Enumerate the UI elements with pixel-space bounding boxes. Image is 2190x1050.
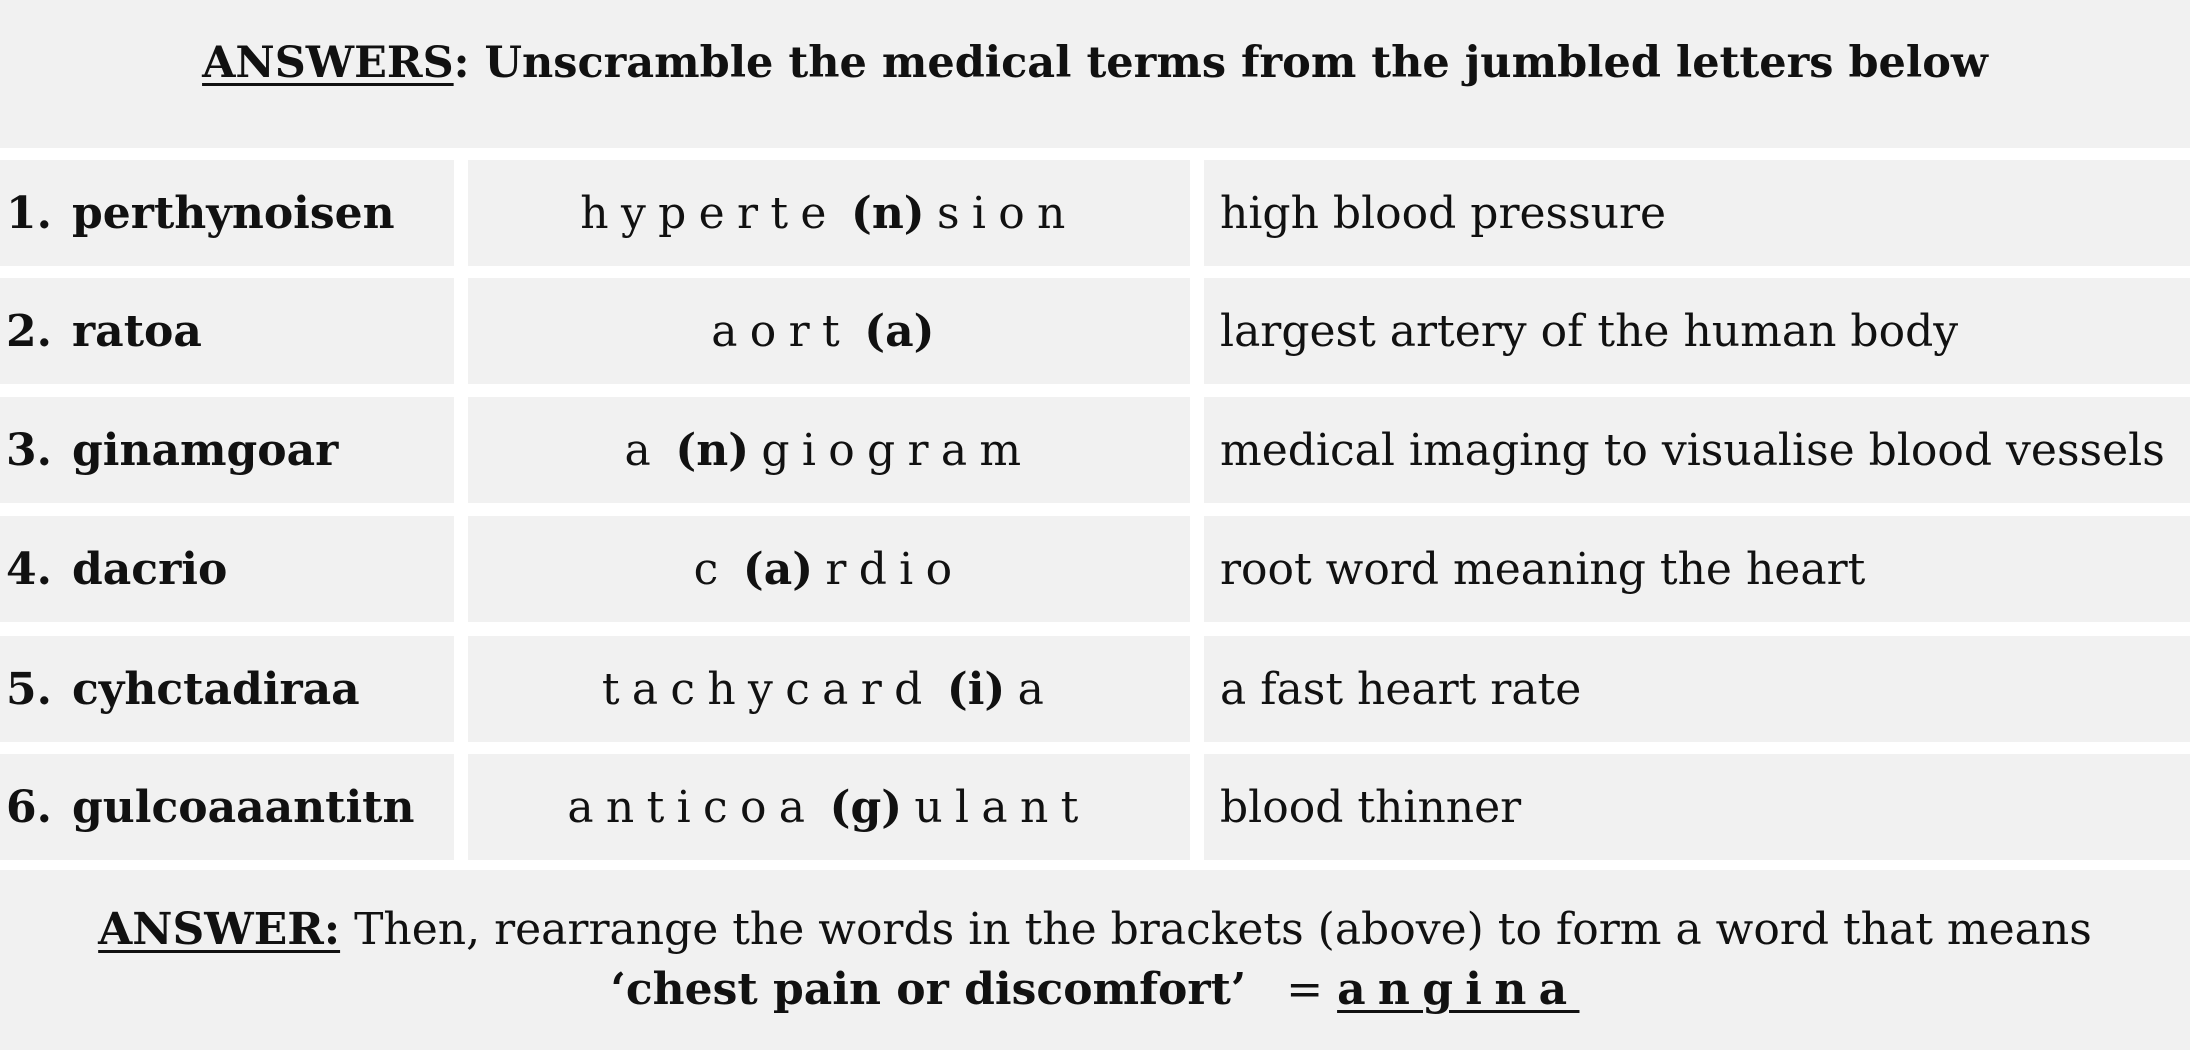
equals-sign: =	[1286, 964, 1324, 1015]
definition-quote: ‘chest pain or discomfort’	[610, 964, 1247, 1015]
jumbled-cell	[0, 397, 454, 503]
row-number: 4.	[6, 543, 52, 595]
footer-instruction: Then, rearrange the words in the brackets (above) to form a word that means	[340, 904, 2092, 955]
table-row	[0, 754, 2190, 860]
row-number: 1.	[6, 187, 52, 239]
jumbled-word: dacrio	[72, 543, 228, 595]
unscrambled-after: a	[1017, 663, 1057, 715]
unscrambled-cell	[468, 278, 1190, 384]
jumbled-word: cyhctadiraa	[72, 663, 360, 715]
unscrambled-after: rdio	[825, 543, 965, 595]
jumbled-cell	[0, 754, 454, 860]
table-row	[0, 397, 2190, 503]
jumbled-word: perthynoisen	[72, 187, 395, 239]
bracket-letter: (i)	[946, 663, 1006, 715]
bracket-letter: (n)	[851, 187, 925, 239]
row-number: 6.	[6, 781, 52, 833]
bracket-letter: (a)	[742, 543, 814, 595]
unscrambled-after: giogram	[761, 424, 1034, 476]
unscrambled-cell	[468, 516, 1190, 622]
definition-cell: root word meaning the heart	[1204, 516, 2190, 622]
jumbled-cell	[0, 636, 454, 742]
unscrambled-cell	[468, 160, 1190, 266]
title-answers-label: ANSWERS	[202, 38, 454, 88]
jumbled-cell	[0, 160, 454, 266]
definition-cell: a fast heart rate	[1204, 636, 2190, 742]
unscrambled-after: ulant	[914, 781, 1091, 833]
page-title	[0, 38, 2190, 88]
title-banner	[0, 0, 2190, 148]
unscrambled-cell	[468, 636, 1190, 742]
footer-answer-label: ANSWER:	[98, 904, 341, 955]
unscrambled-before: tachycard	[601, 663, 935, 715]
definition-cell: medical imaging to visualise blood vessels	[1204, 397, 2190, 503]
table-row	[0, 516, 2190, 622]
definition-cell: high blood pressure	[1204, 160, 2190, 266]
answer-footer	[0, 870, 2190, 1050]
row-number: 2.	[6, 305, 52, 357]
jumbled-word: ginamgoar	[72, 424, 339, 476]
row-number: 3.	[6, 424, 52, 476]
unscrambled-cell	[468, 754, 1190, 860]
unscrambled-before: hyperte	[580, 187, 839, 239]
footer-line-2	[0, 964, 2190, 1015]
unscrambled-before: c	[693, 543, 731, 595]
jumbled-word: gulcoaaantitn	[72, 781, 415, 833]
unscrambled-cell	[468, 397, 1190, 503]
jumbled-cell	[0, 278, 454, 384]
bracket-letter: (n)	[675, 424, 750, 476]
table-row	[0, 636, 2190, 742]
unscrambled-before: anticoa	[567, 781, 818, 833]
jumbled-cell	[0, 516, 454, 622]
title-instruction: : Unscramble the medical terms from the jumbled letters below	[453, 38, 1988, 88]
unscrambled-before: a	[624, 424, 664, 476]
definition-cell: blood thinner	[1204, 754, 2190, 860]
row-number: 5.	[6, 663, 52, 715]
bracket-letter: (g)	[829, 781, 903, 833]
unscrambled-after: sion	[936, 187, 1078, 239]
definition-cell: largest artery of the human body	[1204, 278, 2190, 384]
table-row	[0, 278, 2190, 384]
bracket-letter: (a)	[864, 305, 935, 357]
unscrambled-before: aort	[711, 305, 852, 357]
footer-line-1	[0, 904, 2190, 955]
final-answer-word: angina	[1337, 964, 1580, 1015]
jumbled-word: ratoa	[72, 305, 202, 357]
table-row	[0, 160, 2190, 266]
